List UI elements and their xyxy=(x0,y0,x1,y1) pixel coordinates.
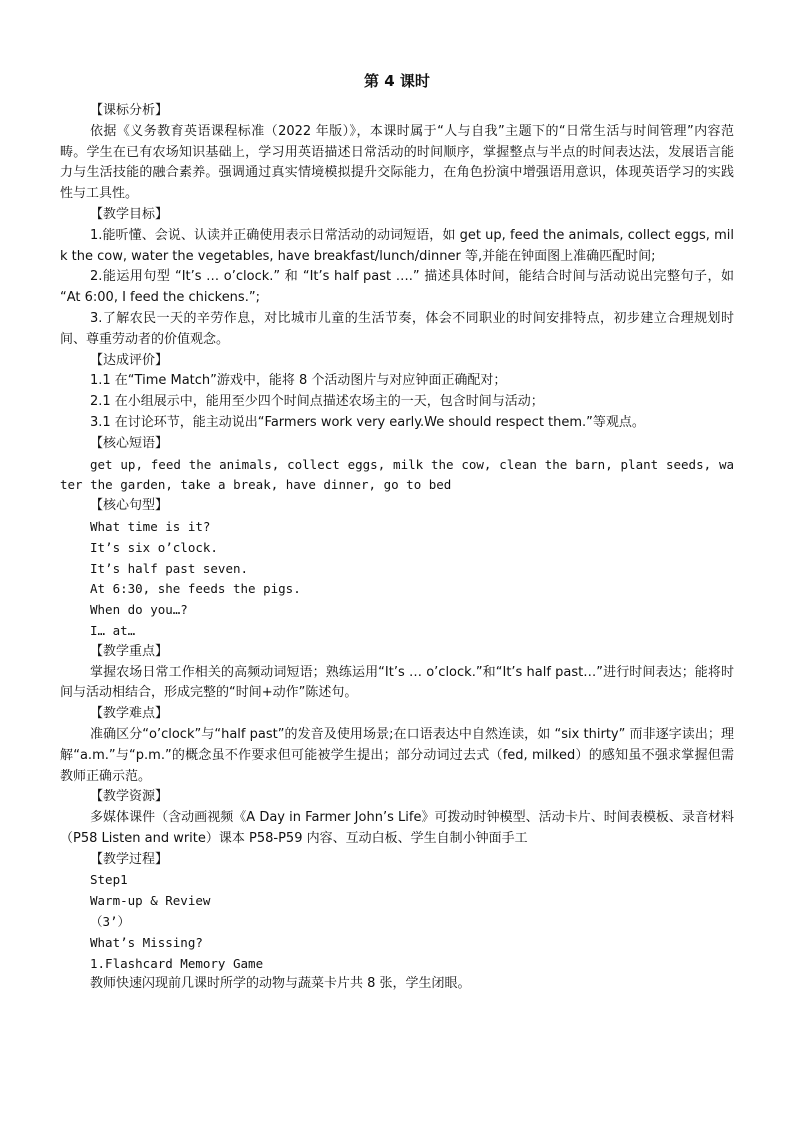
section-heading-resources: 【教学资源】 xyxy=(90,789,169,805)
resources-text: 多媒体课件（含动画视频《A Day in Farmer John’s Life》可拨动时钟模型、活动卡片、时间表模板、录音材料（P58 Listen and write）课本 P58-P59 内容、互动白板、学生自制小钟面手工 xyxy=(60,810,734,846)
key-sentence: I… at… xyxy=(90,622,136,638)
curriculum-text: 依据《义务教育英语课程标准（2022 年版）》，本课时属于“人与自我”主题下的“日常生活与时间管理”内容范畴。学生在已有农场知识基础上，学习用英语描述日常活动的时间顺序，掌握整点与半点的时间表达法，发展语言能力与生活技能的融合素养。强调通过真实情境模拟提升交际能力，在角色扮演中增强语用意识，体现英语学习的实践性与工具性。 xyxy=(60,123,734,202)
section-heading-key-phrases: 【核心短语】 xyxy=(90,435,169,451)
process-line: （3’） xyxy=(90,914,131,930)
objective-item: 2.能运用句型 “It’s … o’clock.” 和 “It’s half past ….” 描述具体时间，能结合时间与活动说出完整句子，如 “At 6:00, I feed the chickens.”; xyxy=(60,269,734,306)
section-heading-difficulties: 【教学难点】 xyxy=(90,706,169,722)
section-heading-curriculum: 【课标分析】 xyxy=(90,103,169,118)
assessment-item: 3.1 在讨论环节，能主动说出“Farmers work very early.We should respect them.”等观点。 xyxy=(90,414,645,430)
document-body xyxy=(60,101,734,995)
key-sentence: When do you…? xyxy=(90,602,188,618)
assessment-item: 1.1 在“Time Match”游戏中，能将 8 个活动图片与对应钟面正确配对； xyxy=(90,373,507,389)
section-heading-process: 【教学过程】 xyxy=(90,851,169,867)
difficulties-text: 准确区分“o’clock”与“half past”的发音及使用场景;在口语表达中自然连读，如 “six thirty” 而非逐字读出；理解“a.m.”与“p.m.”的概念虽不作要求但可能被学生提出；部分动词过去式（fed, milked）的感知虽不强求掌握但需教师正确示范。 xyxy=(60,726,734,784)
key-sentence: It’s half past seven. xyxy=(90,560,249,576)
page-title: 第 4 课时 xyxy=(364,72,430,90)
process-line: What’s Missing? xyxy=(90,934,203,950)
key-phrases-text: get up, feed the animals, collect eggs, milk the cow, clean the barn, plant seeds, water the garden, take a break, have dinner, go to bed xyxy=(60,456,734,493)
objective-item: 3.了解农民一天的辛劳作息，对比城市儿童的生活节奏，体会不同职业的时间安排特点，初步建立合理规划时间、尊重劳动者的价值观念。 xyxy=(60,310,734,347)
assessment-item: 2.1 在小组展示中，能用至少四个时间点描述农场主的一天，包含时间与活动； xyxy=(90,394,544,410)
process-text: 教师快速闪现前几课时所学的动物与蔬菜卡片共 8 张，学生闭眼。 xyxy=(90,976,471,992)
process-line: Warm-up & Review xyxy=(90,893,211,909)
section-heading-assessment: 【达成评价】 xyxy=(90,352,169,368)
section-heading-key-points: 【教学重点】 xyxy=(90,643,169,659)
key-points-text: 掌握农场日常工作相关的高频动词短语；熟练运用“It’s … o’clock.”和“It’s half past…”进行时间表达；能将时间与活动相结合，形成完整的“时间+动作”陈述句。 xyxy=(60,664,734,701)
section-heading-key-sentences: 【核心句型】 xyxy=(90,498,169,514)
key-sentence: It’s six o’clock. xyxy=(90,539,218,555)
process-line: Step1 xyxy=(90,872,128,888)
section-heading-objectives: 【教学目标】 xyxy=(90,206,169,222)
key-sentence: At 6:30, she feeds the pigs. xyxy=(90,581,301,597)
process-line: 1.Flashcard Memory Game xyxy=(90,955,264,971)
objective-item: 1.能听懂、会说、认读并正确使用表示日常活动的动词短语，如 get up, feed the animals, collect eggs, milk the cow, water the vegetables, have breakfast/lunch/dinner 等,并能在钟面图上准确匹配时间; xyxy=(60,227,734,264)
key-sentence: What time is it? xyxy=(90,518,211,534)
